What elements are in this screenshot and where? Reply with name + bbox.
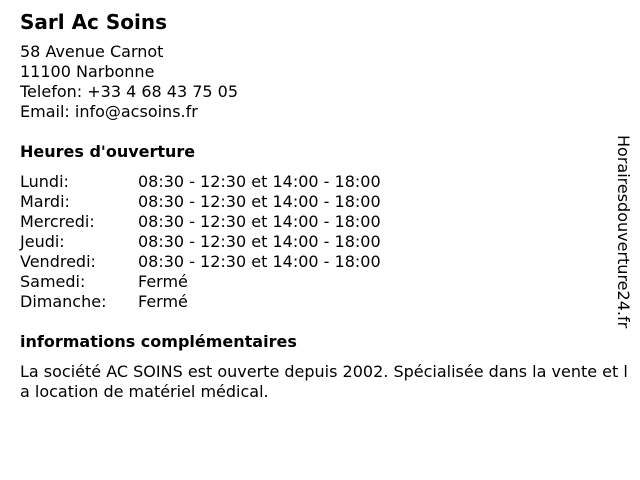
business-name: Sarl Ac Soins [20,10,168,34]
day-hours: 08:30 - 12:30 et 14:00 - 18:00 [138,192,381,211]
street-address: 58 Avenue Carnot [20,42,164,61]
day-label: Samedi: [20,272,86,291]
postal-city: 11100 Narbonne [20,62,155,81]
hours-row-wednesday [20,212,632,232]
day-hours: Fermé [138,292,188,311]
day-label: Mardi: [20,192,70,211]
hours-row-thursday [20,232,632,252]
phone-number: Telefon: +33 4 68 43 75 05 [20,82,239,101]
info-heading: informations complémentaires [20,332,297,351]
hours-heading: Heures d'ouverture [20,142,196,161]
hours-table [20,172,632,312]
site-watermark: Horairesdouverture24.fr [614,135,633,329]
email-address: Email: info@acsoins.fr [20,102,198,121]
day-hours: 08:30 - 12:30 et 14:00 - 18:00 [138,232,381,251]
day-label: Mercredi: [20,212,95,231]
day-hours: 08:30 - 12:30 et 14:00 - 18:00 [138,172,381,191]
hours-row-sunday [20,292,632,312]
address-block [20,42,632,122]
hours-row-friday [20,252,632,272]
day-label: Jeudi: [20,232,65,251]
day-label: Dimanche: [20,292,107,311]
info-description: La société AC SOINS est ouverte depuis 2002. Spécialisée dans la vente et la location de matériel médical. [20,362,628,401]
day-hours: 08:30 - 12:30 et 14:00 - 18:00 [138,252,381,271]
day-hours: 08:30 - 12:30 et 14:00 - 18:00 [138,212,381,231]
hours-row-saturday [20,272,632,292]
day-label: Vendredi: [20,252,96,271]
hours-row-tuesday [20,192,632,212]
day-hours: Fermé [138,272,188,291]
hours-row-monday [20,172,632,192]
day-label: Lundi: [20,172,69,191]
business-card [20,10,632,402]
